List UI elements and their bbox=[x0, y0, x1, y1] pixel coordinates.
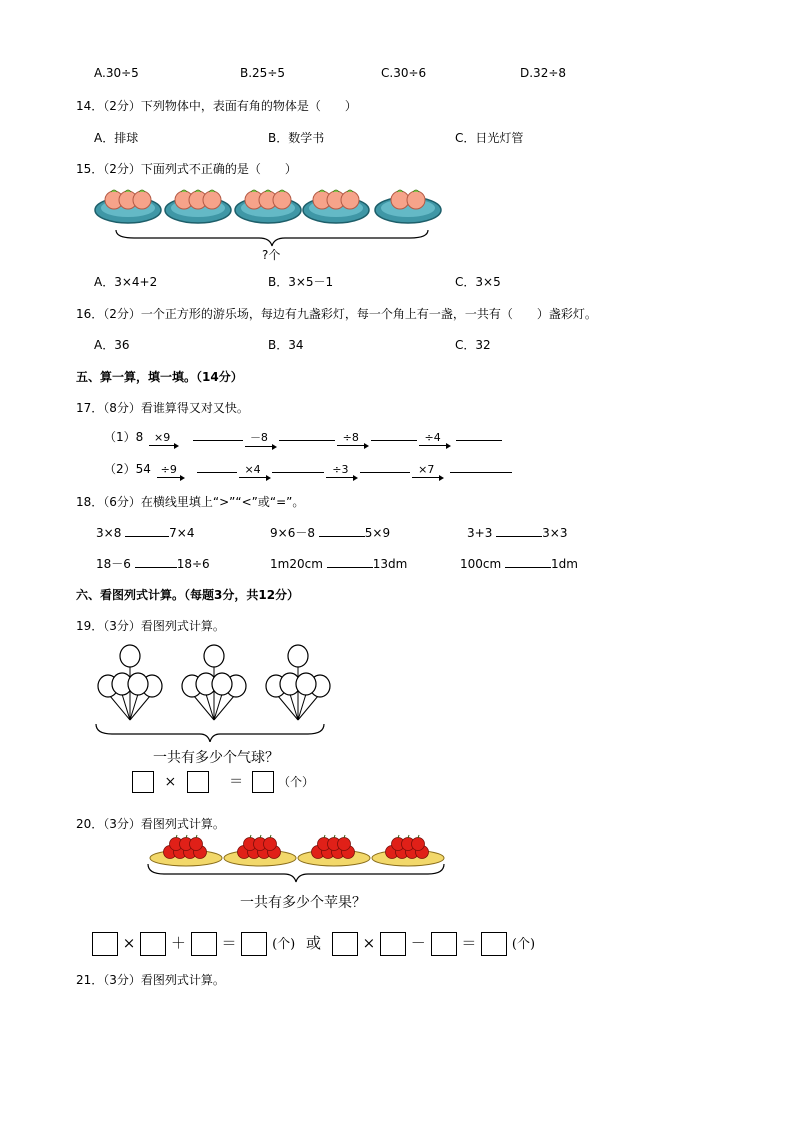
q18-item-3 bbox=[467, 524, 567, 540]
q18-item-2 bbox=[270, 524, 390, 541]
q16-option-c: C．32 bbox=[455, 338, 491, 352]
times-sign: × bbox=[122, 934, 136, 952]
answer-box[interactable] bbox=[187, 771, 209, 793]
compare-blank[interactable] bbox=[505, 555, 551, 568]
q15-option-b: B．3×5－1 bbox=[268, 275, 334, 289]
q17-row2-op3: ÷3 bbox=[324, 463, 356, 476]
q17-row2-op1: ÷9 bbox=[155, 463, 183, 476]
balloon-bunch-icon bbox=[266, 645, 330, 720]
q18-item-6 bbox=[460, 555, 578, 571]
q14-option-a: A．排球 bbox=[94, 131, 139, 145]
unit-label: (个) bbox=[511, 937, 536, 952]
peach-plate bbox=[165, 190, 231, 223]
q16-stem: 16．（2分）一个正方形的游乐场，每边有九盏彩灯，每一个角上有一盏，一共有（ ）盏彩灯。 bbox=[76, 307, 597, 321]
section5-title: 五、算一算，填一填。（14分） bbox=[76, 370, 243, 384]
q18-item-5 bbox=[270, 555, 407, 571]
answer-box[interactable] bbox=[481, 932, 507, 956]
compare-blank[interactable] bbox=[135, 555, 177, 568]
answer-box[interactable] bbox=[140, 932, 166, 956]
q15-figure-label: ?个 bbox=[262, 248, 281, 262]
q17-row1-blank1[interactable] bbox=[193, 428, 243, 441]
q20-question: 一共有多少个苹果？ bbox=[240, 895, 366, 911]
balloons-figure bbox=[92, 642, 332, 742]
q14-stem: 14．（2分）下列物体中，表面有角的物体是（ ） bbox=[76, 99, 357, 113]
q13-option-b: B.25÷5 bbox=[240, 66, 286, 80]
q15-option-a: A．3×4+2 bbox=[94, 275, 158, 289]
answer-box[interactable] bbox=[380, 932, 406, 956]
q20-equation bbox=[92, 932, 535, 956]
brace bbox=[96, 724, 324, 742]
q17-row2-blank1[interactable] bbox=[197, 460, 237, 473]
answer-box[interactable] bbox=[132, 771, 154, 793]
compare-left: 3+3 bbox=[467, 526, 493, 540]
section6-title: 六、看图列式计算。（每题3分，共12分） bbox=[76, 588, 300, 602]
equals-sign: ＝ bbox=[221, 934, 237, 952]
or-label: 或 bbox=[306, 934, 322, 952]
answer-box[interactable] bbox=[431, 932, 457, 956]
peach-plate bbox=[303, 190, 369, 223]
apple-plate bbox=[150, 835, 222, 866]
q16-option-b: B．34 bbox=[268, 338, 304, 352]
q17-row1-blank4[interactable] bbox=[456, 428, 502, 441]
compare-blank[interactable] bbox=[327, 555, 373, 568]
apple-icon bbox=[190, 838, 203, 851]
compare-blank[interactable] bbox=[496, 524, 542, 537]
peach-icon bbox=[133, 191, 151, 209]
times-sign: × bbox=[362, 934, 376, 952]
q17-row2-op4: ×7 bbox=[410, 463, 442, 476]
q15-stem: 15．（2分）下面列式不正确的是（ ） bbox=[76, 162, 297, 176]
apples-figure bbox=[144, 834, 456, 890]
q13-option-c: C.30÷6 bbox=[381, 66, 427, 80]
q13-option-d: D.32÷8 bbox=[520, 66, 567, 80]
q14-option-b: B．数学书 bbox=[268, 131, 325, 145]
peach-icon bbox=[407, 191, 425, 209]
q17-row2 bbox=[104, 460, 512, 477]
answer-box[interactable] bbox=[241, 932, 267, 956]
apple-icon bbox=[412, 838, 425, 851]
unit-label: (个) bbox=[272, 937, 296, 952]
q13-option-a: A.30÷5 bbox=[94, 66, 139, 80]
q17-row2-blank3[interactable] bbox=[360, 460, 410, 473]
q15-option-c: C．3×5 bbox=[455, 275, 501, 289]
q20-stem: 20．（3分）看图列式计算。 bbox=[76, 817, 225, 831]
compare-right: 7×4 bbox=[169, 526, 195, 540]
compare-right: 5×9 bbox=[364, 526, 391, 540]
compare-right: 13dm bbox=[372, 557, 408, 571]
peach-icon bbox=[391, 191, 409, 209]
equals-sign: ＝ bbox=[229, 774, 244, 790]
peach-plate bbox=[375, 190, 441, 223]
compare-left: 18－6 bbox=[96, 557, 131, 571]
q17-row1-start: （1）8 bbox=[104, 430, 144, 444]
plus-sign: ＋ bbox=[170, 934, 186, 952]
q17-row1-op2: －8 bbox=[243, 429, 275, 445]
apple-plate bbox=[298, 835, 370, 866]
q19-question: 一共有多少个气球？ bbox=[153, 750, 279, 766]
q18-item-1 bbox=[96, 524, 194, 540]
q17-row1-op1: ×9 bbox=[147, 431, 177, 444]
compare-left: 1m20cm bbox=[270, 557, 323, 571]
peach-icon bbox=[203, 191, 221, 209]
apple-plate bbox=[224, 835, 296, 866]
compare-right: 3×3 bbox=[542, 526, 568, 540]
answer-box[interactable] bbox=[332, 932, 358, 956]
q16-option-a: A．36 bbox=[94, 338, 130, 352]
compare-left: 100cm bbox=[460, 557, 502, 571]
unit-label: （个） bbox=[278, 775, 315, 789]
compare-left: 3×8 bbox=[96, 526, 122, 540]
minus-sign: － bbox=[410, 934, 426, 952]
q18-item-4 bbox=[96, 555, 210, 572]
brace bbox=[148, 864, 444, 882]
compare-blank[interactable] bbox=[125, 524, 169, 537]
q19-stem: 19．（3分）看图列式计算。 bbox=[76, 619, 225, 633]
q21-stem: 21．（3分）看图列式计算。 bbox=[76, 973, 225, 987]
peach-plate bbox=[235, 190, 301, 223]
q17-row1-blank2[interactable] bbox=[279, 428, 335, 441]
q17-row1-op3: ÷8 bbox=[335, 431, 367, 444]
q17-stem: 17．（8分）看谁算得又对又快。 bbox=[76, 401, 249, 415]
answer-box[interactable] bbox=[92, 932, 118, 956]
balloon-bunch-icon bbox=[182, 645, 246, 720]
times-sign: × bbox=[164, 774, 177, 790]
q17-row2-op2: ×4 bbox=[237, 463, 269, 476]
apple-icon bbox=[338, 838, 351, 851]
peach-icon bbox=[273, 191, 291, 209]
compare-left: 9×6－8 bbox=[270, 526, 315, 540]
q17-row1-op4: ÷4 bbox=[417, 431, 449, 444]
q17-row1-blank3[interactable] bbox=[371, 428, 417, 441]
compare-right: 18÷6 bbox=[176, 557, 210, 571]
apple-plate bbox=[372, 835, 444, 866]
brace bbox=[116, 230, 428, 246]
peach-plate bbox=[95, 190, 161, 223]
q17-row1 bbox=[104, 428, 502, 445]
q14-option-c: C．日光灯管 bbox=[455, 131, 524, 145]
q17-row2-blank2[interactable] bbox=[272, 460, 324, 473]
q19-equation bbox=[132, 771, 314, 793]
apple-icon bbox=[264, 838, 277, 851]
q17-row2-start: （2）54 bbox=[104, 462, 151, 476]
peach-icon bbox=[341, 191, 359, 209]
answer-box[interactable] bbox=[252, 771, 274, 793]
compare-right: 1dm bbox=[551, 557, 578, 571]
equals-sign: ＝ bbox=[461, 934, 477, 952]
answer-box[interactable] bbox=[191, 932, 217, 956]
q18-stem: 18．（6分）在横线里填上“>”“<”或“=”。 bbox=[76, 495, 305, 509]
q17-row2-blank4[interactable] bbox=[450, 460, 512, 473]
compare-blank[interactable] bbox=[319, 524, 365, 537]
balloon-bunch-icon bbox=[98, 645, 162, 720]
